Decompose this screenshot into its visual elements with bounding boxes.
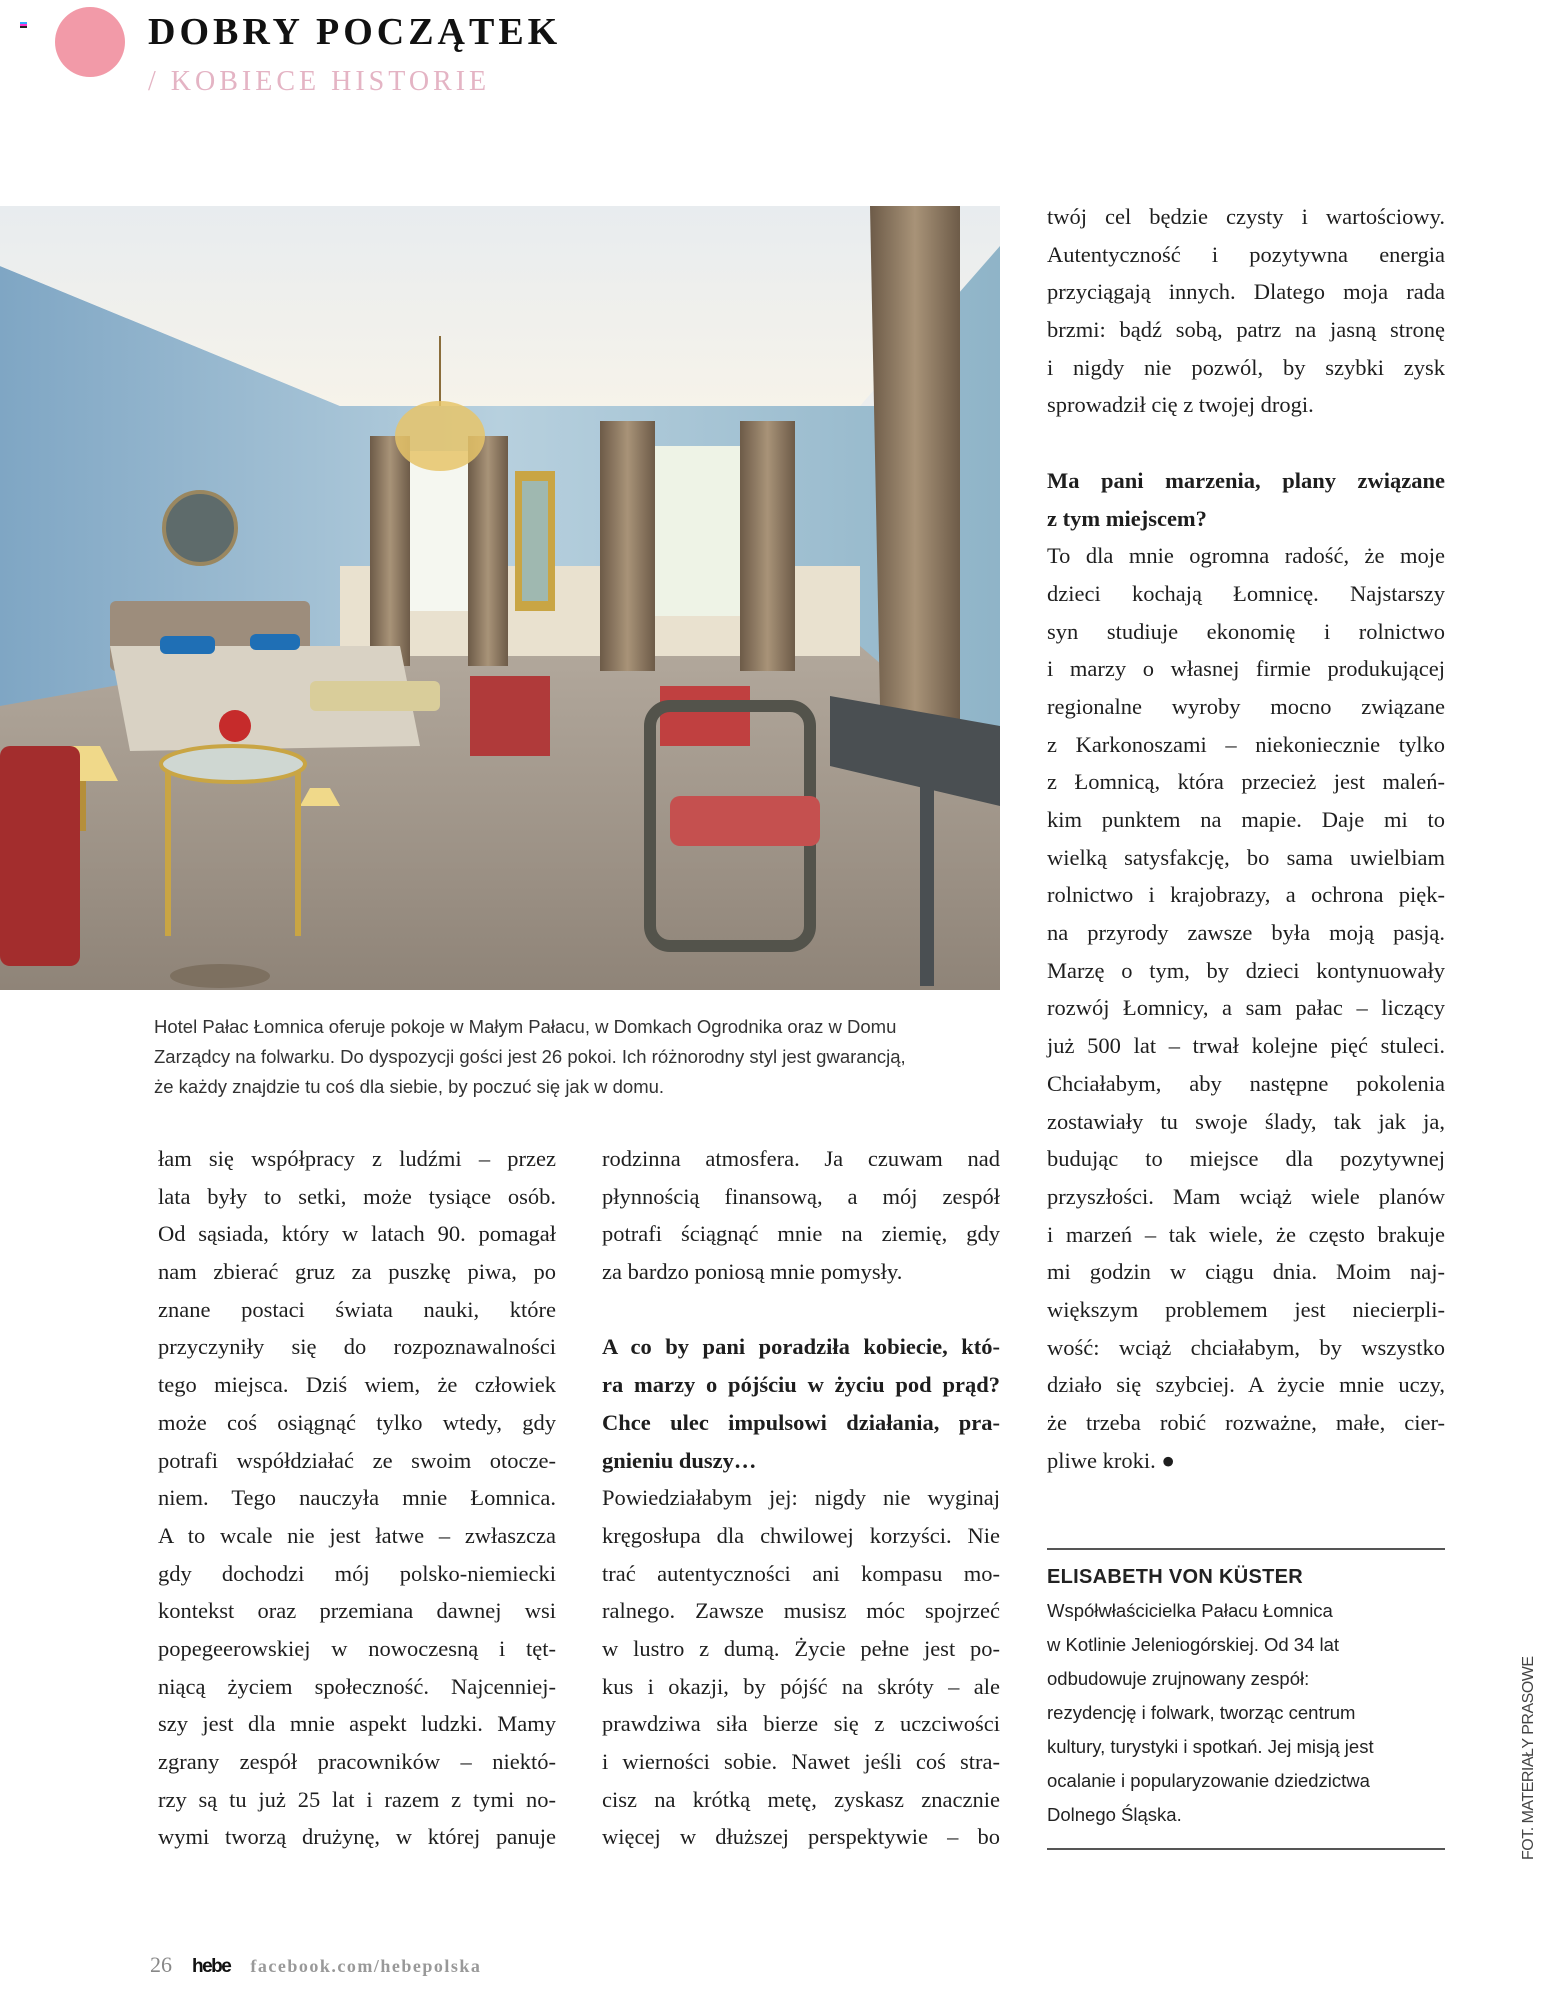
article-text-line: zgrany zespół pracowników – niektó- xyxy=(158,1749,556,1774)
article-text-line: na przyrody zawsze była moją pasją. xyxy=(1047,920,1445,946)
interview-question-line: gnieniu duszy… xyxy=(602,1447,757,1473)
article-text-line: szy jest dla mnie aspekt ludzki. Mamy xyxy=(158,1711,556,1737)
bio-bottom-divider xyxy=(1047,1848,1445,1850)
article-text-line: z Łomnicą, która przecież jest maleń- xyxy=(1047,769,1445,795)
caption-line: że każdy znajdzie tu coś dla siebie, by poczuć się jak w domu. xyxy=(154,1076,665,1097)
article-text-line: dzieci kochają Łomnicę. Najstarszy xyxy=(1047,580,1445,606)
article-text-line: przyciągają innych. Dlatego moja rada xyxy=(1047,279,1445,305)
bio-line: kultury, turystyki i spotkań. Jej misją jest xyxy=(1047,1736,1374,1757)
article-text-line: wymi tworzą drużynę, w której panuje xyxy=(158,1824,556,1850)
section-title: DOBRY POCZĄTEK xyxy=(148,11,562,53)
article-text-line: gdy dochodzi mój polsko-niemiecki xyxy=(158,1560,556,1586)
article-text-line: syn studiuje ekonomię i rolnictwo xyxy=(1047,618,1445,644)
article-text-line: brzmi: bądź sobą, patrz na jasną stronę xyxy=(1047,317,1445,343)
article-text-line: przyszłości. Mam wciąż wiele planów xyxy=(1047,1183,1445,1209)
bio-line: Współwłaścicielka Pałacu Łomnica xyxy=(1047,1600,1333,1621)
article-text-line: ralnego. Zawsze musisz móc spojrzeć xyxy=(602,1598,1000,1624)
caption-line: Hotel Pałac Łomnica oferuje pokoje w Małym Pałacu, w Domkach Ogrodnika oraz w Domu xyxy=(154,1016,897,1037)
article-text-line: popegeerowskiej w nowoczesną i tęt- xyxy=(158,1635,556,1661)
article-text-line: kus i okazji, by pójść na skróty – ale xyxy=(602,1673,1000,1699)
article-text-line: może coś osiągnąć tylko wtedy, gdy xyxy=(158,1409,556,1435)
article-text-line: kim punktem na mapie. Daje mi to xyxy=(1047,807,1445,832)
article-text-line: i marzeń – tak wiele, że często brakuje xyxy=(1047,1221,1445,1247)
paragraph-gap xyxy=(1047,424,1445,462)
article-text-line: już 500 lat – trwał kolejne pięć stuleci. xyxy=(1047,1033,1445,1059)
paragraph-gap xyxy=(602,1291,1000,1329)
article-text-line: przyczyniły się do rozpoznawalności xyxy=(158,1334,556,1360)
article-text-line: Od sąsiada, który w latach 90. pomagał xyxy=(158,1221,556,1247)
facebook-link[interactable]: facebook.com/hebepolska xyxy=(250,1956,482,1976)
section-dot-icon xyxy=(55,7,125,77)
article-text-line: twój cel będzie czysty i wartościowy. xyxy=(1047,204,1445,229)
article-text-line: prawdziwa siła bierze się z uczciwości xyxy=(602,1711,1000,1737)
article-text-line: niącą życiem społeczność. Najcenniej- xyxy=(158,1673,556,1699)
article-column-1 xyxy=(158,1140,556,1856)
article-text-line: potrafi współdziałać ze swoim otocze- xyxy=(158,1447,556,1473)
page-number: 26 xyxy=(150,1952,172,1977)
article-text-line: płynnością finansową, a mój zespół xyxy=(602,1183,1000,1209)
article-text-line: rolnictwo i krajobrazy, a ochrona pięk- xyxy=(1047,882,1445,908)
article-text-line: niem. Tego nauczyła mnie Łomnica. xyxy=(158,1485,556,1511)
article-text-line: To dla mnie ogromna radość, że moje xyxy=(1047,543,1445,569)
article-column-2 xyxy=(602,1140,1000,1856)
bio-line: rezydencję i folwark, tworząc centrum xyxy=(1047,1702,1356,1723)
article-text-line: łam się współpracy z ludźmi – przez xyxy=(158,1146,556,1171)
article-text-line: nam zbierać gruz za puszkę piwa, po xyxy=(158,1259,556,1285)
article-text-line: więcej w dłuższej perspektywie – bo xyxy=(602,1824,1000,1850)
article-text-line: znane postaci świata nauki, które xyxy=(158,1296,556,1322)
article-text-line: Powiedziałabym jej: nigdy nie wyginaj xyxy=(602,1485,1000,1511)
magazine-logo: hebe xyxy=(192,1956,231,1977)
hotel-room-photo xyxy=(0,206,1000,990)
page-footer xyxy=(150,1952,481,1978)
article-column-3 xyxy=(1047,198,1445,1479)
article-text-line: regionalne wyroby mocno związane xyxy=(1047,693,1445,719)
article-text-line: w lustro z dumą. Życie pełne jest po- xyxy=(602,1635,1000,1661)
article-text-line: A to wcale nie jest łatwe – zwłaszcza xyxy=(158,1522,556,1548)
article-text-line: potrafi ściągnąć mnie na ziemię, gdy xyxy=(602,1221,1000,1247)
article-text-line: kontekst oraz przemiana dawnej wsi xyxy=(158,1598,556,1624)
article-text-line: rozwój Łomnicy, a sam pałac – liczący xyxy=(1047,995,1445,1021)
article-text-line: Chciałabym, aby następne pokolenia xyxy=(1047,1070,1445,1096)
photo-caption xyxy=(154,1012,994,1102)
article-text-line: rodzinna atmosfera. Ja czuwam nad xyxy=(602,1146,1000,1171)
article-text-line: większym problemem jest niecierpli- xyxy=(1047,1296,1445,1322)
bio-line: Dolnego Śląska. xyxy=(1047,1804,1182,1825)
section-subtitle: / KOBIECE HISTORIE xyxy=(148,66,491,97)
photo-credit: FOT. MATERIAŁY PRASOWE xyxy=(1520,1656,1537,1860)
article-text-line: i nigdy nie pozwól, by szybki zysk xyxy=(1047,354,1445,380)
printer-registration-mark xyxy=(20,22,27,28)
hotel-room-illustration xyxy=(0,206,1000,990)
article-text-line: rzy są tu już 25 lat i razem z tymi no- xyxy=(158,1786,556,1812)
article-text-line: za bardzo poniosą mnie pomysły. xyxy=(602,1259,903,1285)
article-text-line: i marzy o własnej firmie produkującej xyxy=(1047,656,1445,682)
author-bio xyxy=(1047,1560,1467,1832)
article-text-line: i wierności sobie. Nawet jeśli coś stra- xyxy=(602,1749,1000,1774)
bio-top-divider xyxy=(1047,1548,1445,1550)
article-text-line: mi godzin w ciągu dnia. Moim naj- xyxy=(1047,1259,1445,1285)
article-text-line: cisz na krótką metę, zyskasz znacznie xyxy=(602,1786,1000,1812)
bio-name: ELISABETH VON KÜSTER xyxy=(1047,1566,1304,1588)
article-text-line: trać autentyczności ani kompasu mo- xyxy=(602,1560,1000,1586)
article-text-line: Autentyczność i pozytywna energia xyxy=(1047,241,1445,267)
interview-question-line: Chce ulec impulsowi działania, pra- xyxy=(602,1409,1000,1435)
article-text-line: z Karkonoszami – niekoniecznie tylko xyxy=(1047,731,1445,757)
article-text-line: tego miejsca. Dziś wiem, że człowiek xyxy=(158,1372,556,1398)
caption-line: Zarządcy na folwarku. Do dyspozycji gości jest 26 pokoi. Ich różnorodny styl jest gwarancją, xyxy=(154,1046,906,1067)
article-text-line: Marzę o tym, by dzieci kontynuowały xyxy=(1047,957,1445,983)
interview-question-line: ra marzy o pójściu w życiu pod prąd? xyxy=(602,1372,1000,1398)
interview-question-line: z tym miejscem? xyxy=(1047,505,1207,531)
article-text-line: że trzeba robić rozważne, małe, cier- xyxy=(1047,1410,1445,1435)
article-text-line: sprowadził cię z twojej drogi. xyxy=(1047,392,1314,418)
bio-line: ocalanie i popularyzowanie dziedzictwa xyxy=(1047,1770,1370,1791)
interview-question-line: Ma pani marzenia, plany związane xyxy=(1047,467,1445,493)
article-text-line: pliwe kroki. ● xyxy=(1047,1447,1175,1473)
bio-line: w Kotlinie Jeleniogórskiej. Od 34 lat xyxy=(1047,1634,1340,1655)
article-text-line: budując to miejsce dla pozytywnej xyxy=(1047,1146,1445,1172)
article-text-line: lata były to setki, może tysiące osób. xyxy=(158,1183,556,1209)
article-text-line: działo się szybciej. A życie mnie uczy, xyxy=(1047,1372,1445,1398)
bio-line: odbudowuje zrujnowany zespół: xyxy=(1047,1668,1310,1689)
article-text-line: wielką satysfakcję, bo sama uwielbiam xyxy=(1047,844,1445,870)
article-text-line: wość: wciąż chciałabym, by wszystko xyxy=(1047,1334,1445,1360)
article-text-line: zostawiały tu swoje ślady, tak jak ja, xyxy=(1047,1108,1445,1134)
article-text-line: kręgosłupa dla chwilowej korzyści. Nie xyxy=(602,1522,1000,1548)
interview-question-line: A co by pani poradziła kobiecie, któ- xyxy=(602,1334,1000,1360)
